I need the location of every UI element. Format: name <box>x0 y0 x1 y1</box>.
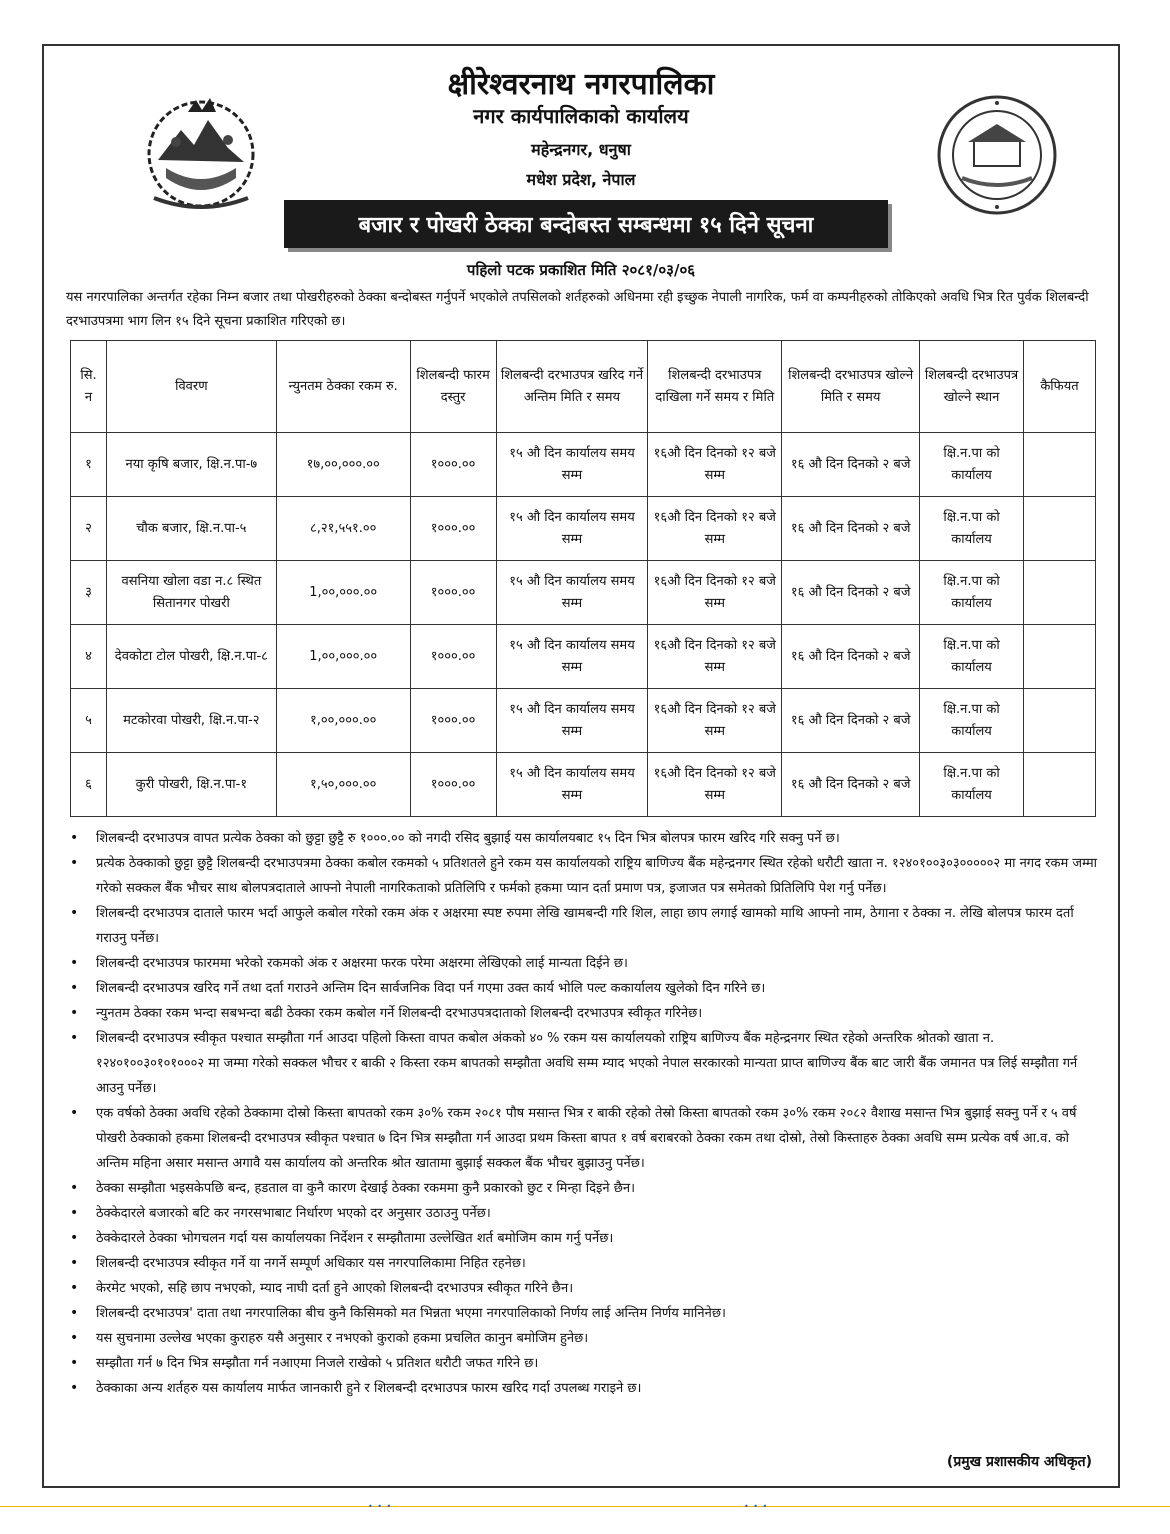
page-break-marker-icon: • • • <box>744 1502 769 1511</box>
table-cell: १,५०,०००.०० <box>276 753 410 817</box>
table-cell: १६ औ दिन दिनको २ बजे <box>782 689 920 753</box>
table-cell: १०००.०० <box>410 753 496 817</box>
table-cell: १५ औ दिन कार्यालय समय सम्म <box>496 433 648 497</box>
table-row <box>71 497 1096 561</box>
column-header: कैफियत <box>1023 341 1095 433</box>
condition-item: • ठेक्का सम्झौता भइसकेपछि बन्द, हडताल वा कुनै कारण देखाई ठेक्का रकममा कुनै प्रकारको छुट र मिन्हा दिइने छैन। <box>68 1176 1100 1201</box>
condition-item: • शिलबन्दी दरभाउपत्र दाताले फारम भर्दा आफुले कबोल गरेको रकम अंक र अक्षरमा स्पष्ट रुपमा लेखि खामबन्दी गरि शिल, लाहा छाप लगाई खामको माथि आफ्नो नाम, ठेगाना र ठेक्का न. लेखि बोलपत्र फारम दर्ता गराउनु पर्नेछ। <box>68 901 1100 951</box>
table-cell: १५ औ दिन कार्यालय समय सम्म <box>496 753 648 817</box>
table-cell: १ <box>71 433 107 497</box>
table-cell: १६ औ दिन दिनको २ बजे <box>782 753 920 817</box>
table-cell: क्षि.न.पा को कार्यालय <box>920 497 1024 561</box>
table-cell: क्षि.न.पा को कार्यालय <box>920 625 1024 689</box>
table-cell: १६औ दिन दिनको १२ बजे सम्म <box>648 753 782 817</box>
table-cell: ५ <box>71 689 107 753</box>
table-row <box>71 689 1096 753</box>
table-cell: कुरी पोखरी, क्षि.न.पा-१ <box>106 753 276 817</box>
table-cell: १५ औ दिन कार्यालय समय सम्म <box>496 497 648 561</box>
column-header: शिलबन्दी दरभाउपत्र दाखिला गर्ने समय र मिति <box>648 341 782 433</box>
table-cell: क्षि.न.पा को कार्यालय <box>920 689 1024 753</box>
office-address: महेन्द्रनगर, धनुषा <box>531 140 631 159</box>
table-cell: १०००.०० <box>410 497 496 561</box>
table-cell: चौक बजार, क्षि.न.पा-५ <box>106 497 276 561</box>
table-row <box>71 625 1096 689</box>
table-cell: १५ औ दिन कार्यालय समय सम्म <box>496 689 648 753</box>
table-cell: १५ औ दिन कार्यालय समय सम्म <box>496 625 648 689</box>
table-cell: क्षि.न.पा को कार्यालय <box>920 561 1024 625</box>
table-cell: १७,००,०००.०० <box>276 433 410 497</box>
column-header: शिलबन्दी फारम दस्तुर <box>410 341 496 433</box>
table-cell: १६औ दिन दिनको १२ बजे सम्म <box>648 689 782 753</box>
table-cell <box>1023 561 1095 625</box>
table-row <box>71 433 1096 497</box>
table-cell: १६औ दिन दिनको १२ बजे सम्म <box>648 497 782 561</box>
table-cell: १६औ दिन दिनको १२ बजे सम्म <box>648 561 782 625</box>
table-cell: २ <box>71 497 107 561</box>
table-cell: ४ <box>71 625 107 689</box>
signatory-title: (प्रमुख प्रशासकीय अधिकृत) <box>946 1454 1092 1470</box>
table-cell: १०००.०० <box>410 625 496 689</box>
intro-paragraph: यस नगरपालिका अन्तर्गत रहेका निम्न बजार तथा पोखरीहरुको ठेक्का बन्दोबस्त गर्नुपर्ने भएकोले तपसिलको शर्तहरुको अधिनमा रही इच्छुक नेपाली नागरिक, फर्म वा कम्पनीहरुको तोकिएको अवधि भित्र रित पुर्वक शिलबन्दी दरभाउपत्रमा भाग लिन १५ दिने सूचना प्रकाशित गरिएको छ। <box>66 290 1089 329</box>
condition-item: • यस सुचनामा उल्लेख भएका कुराहरु यसै अनुसार र नभएको कुराको हकमा प्रचलित कानुन बमोजिम हुनेछ। <box>68 1326 1100 1351</box>
table-cell: मटकोरवा पोखरी, क्षि.न.पा-२ <box>106 689 276 753</box>
table-row <box>71 561 1096 625</box>
table-cell <box>1023 497 1095 561</box>
condition-item: • ठेक्काका अन्य शर्तहरु यस कार्यालय मार्फत जानकारी हुने र शिलबन्दी दरभाउपत्र फारम खरिद गर्दा उपलब्ध गराइने छ। <box>68 1376 1100 1401</box>
column-header: सि. न <box>71 341 107 433</box>
condition-item: • प्रत्येक ठेक्काको छुट्टा छुट्टै शिलबन्दी दरभाउपत्रमा ठेक्का कबोल रकमको ५ प्रतिशतले हुने रकम यस कार्यालयको राष्ट्रिय बाणिज्य बैंक महेन्द्रनगर स्थित रहेको धरौटी खाता न. १२४०१००३०३०००००२ मा नगद रकम जम्मा गरेको सक्कल बैंक भौचर साथ बोलपत्रदाताले आफ्नो नेपाली नागरिकताको प्रतिलिपि र फर्मको हकमा प्यान दर्ता प्रमाण पत्र, इजाजत पत्र समेतको प्रितिलिपि पेश गर्नु पर्नेछ। <box>68 851 1100 901</box>
table-row <box>71 753 1096 817</box>
column-header: विवरण <box>106 341 276 433</box>
table-cell: ३ <box>71 561 107 625</box>
table-cell <box>1023 753 1095 817</box>
condition-item: • केरमेट भएको, सहि छाप नभएको, म्याद नाघी दर्ता हुने आएको शिलबन्दी दरभाउपत्र स्वीकृत गरिने छैन। <box>68 1276 1100 1301</box>
column-header: शिलबन्दी दरभाउपत्र खोल्ने मिति र समय <box>782 341 920 433</box>
table-cell: 1,००,०००.०० <box>276 561 410 625</box>
table-cell <box>1023 625 1095 689</box>
office-name: नगर कार्यपालिकाको कार्यालय <box>473 104 689 128</box>
column-header: शिलबन्दी दरभाउपत्र खोल्ने स्थान <box>920 341 1024 433</box>
table-cell: १६ औ दिन दिनको २ बजे <box>782 625 920 689</box>
condition-item: • शिलबन्दी दरभाउपत्र स्वीकृत गर्ने या नगर्ने सम्पूर्ण अधिकार यस नगरपालिकामा निहित रहनेछ। <box>68 1251 1100 1276</box>
table-cell: १,००,०००.०० <box>276 689 410 753</box>
table-cell: १०००.०० <box>410 433 496 497</box>
table-cell: १६ औ दिन दिनको २ बजे <box>782 497 920 561</box>
table-cell: १०००.०० <box>410 561 496 625</box>
condition-item: • सम्झौता गर्न ७ दिन भित्र सम्झौता गर्न नआएमा निजले राखेको ५ प्रतिशत धरौटी जफत गरिने छ। <box>68 1351 1100 1376</box>
contract-table <box>70 340 1096 817</box>
column-header: न्युनतम ठेक्का रकम रु. <box>276 341 410 433</box>
page-bottom-divider <box>0 1506 1170 1507</box>
column-header: शिलबन्दी दरभाउपत्र खरिद गर्ने अन्तिम मिति र समय <box>496 341 648 433</box>
office-province: मधेश प्रदेश, नेपाल <box>526 170 636 189</box>
condition-item: • शिलबन्दी दरभाउपत्र वापत प्रत्येक ठेक्का को छुट्टा छुट्टै रु १०००.०० को नगदी रसिद बुझाई यस कार्यालयबाट १५ दिन भित्र बोलपत्र फारम खरिद गरि सक्नु पर्ने छ। <box>68 826 1100 851</box>
table-cell: १५ औ दिन कार्यालय समय सम्म <box>496 561 648 625</box>
notice-frame <box>42 44 1120 1488</box>
table-cell: 1,००,०००.०० <box>276 625 410 689</box>
table-cell: क्षि.न.पा को कार्यालय <box>920 433 1024 497</box>
table-cell: वसनिया खोला वडा न.८ स्थित सितानगर पोखरी <box>106 561 276 625</box>
condition-item: • ठेक्केदारले ठेक्का भोगचलन गर्दा यस कार्यालयका निर्देशन र सम्झौतामा उल्लेखित शर्त बमोजिम काम गर्नु पर्नेछ। <box>68 1226 1100 1251</box>
table-cell: ६ <box>71 753 107 817</box>
notice-title-banner: बजार र पोखरी ठेक्का बन्दोबस्त सम्बन्धमा १५ दिने सूचना <box>284 200 888 248</box>
table-cell: क्षि.न.पा को कार्यालय <box>920 753 1024 817</box>
table-cell: १६औ दिन दिनको १२ बजे सम्म <box>648 625 782 689</box>
table-cell: १६ औ दिन दिनको २ बजे <box>782 561 920 625</box>
condition-item: • शिलबन्दी दरभाउपत्र स्वीकृत पश्चात सम्झौता गर्न आउदा पहिलो किस्ता वापत कबोल अंकको ४० % रकम यस कार्यालयको राष्ट्रिय बाणिज्य बैंक महेन्द्रनगर स्थित रहेको अन्तरिक श्रोतको खाता न. १२४०१००३०१०१०००२ मा जम्मा गरेको सक्कल भौचर र बाकी २ किस्ता रकम बापतको सम्झौता अवधि सम्म म्याद भएको नेपाल सरकारको मान्यता प्राप्त बाणिज्य बैंक बाट जारी बैंक जमानत पत्र लिई सम्झौता गर्न आउनु पर्नेछ। <box>68 1026 1100 1101</box>
table-cell: १०००.०० <box>410 689 496 753</box>
table-cell: देवकोटा टोल पोखरी, क्षि.न.पा-८ <box>106 625 276 689</box>
condition-item: • शिलबन्दी दरभाउपत्र खरिद गर्ने तथा दर्ता गराउने अन्तिम दिन सार्वजनिक विदा पर्न गएमा उक्त कार्य भोलि पल्ट ककार्यालय खुलेको दिन गरिने छ। <box>68 976 1100 1001</box>
condition-item: • शिलबन्दी दरभाउपत्र' दाता तथा नगरपालिका बीच कुनै किसिमको मत भिन्नता भएमा नगरपालिकाको निर्णय लाई अन्तिम निर्णय मानिनेछ। <box>68 1301 1100 1326</box>
table-header-row <box>71 341 1096 433</box>
condition-item: • ठेक्केदारले बजारको बटि कर नगरसभाबाट निर्धारण भएको दर अनुसार उठाउनु पर्नेछ। <box>68 1201 1100 1226</box>
publish-date: पहिलो पटक प्रकाशित मिति २०८१/०३/०६ <box>466 261 696 279</box>
table-cell: १६औ दिन दिनको १२ बजे सम्म <box>648 433 782 497</box>
table-cell <box>1023 689 1095 753</box>
condition-item: • शिलबन्दी दरभाउपत्र फारममा भरेको रकमको अंक र अक्षरमा फरक परेमा अक्षरमा लेखिएको लाई मान्यता दिईने छ। <box>68 951 1100 976</box>
condition-item: • न्युनतम ठेक्का रकम भन्दा सबभन्दा बढी ठेक्का रकम कबोल गर्ने शिलबन्दी दरभाउपत्रदाताको शिलबन्दी दरभाउपत्र स्वीकृत गरिनेछ। <box>68 1001 1100 1026</box>
page-break-marker-icon: • • • <box>368 1502 393 1511</box>
table-cell: नया कृषि बजार, क्षि.न.पा-७ <box>106 433 276 497</box>
condition-item: • एक वर्षको ठेक्का अवधि रहेको ठेक्कामा दोस्रो किस्ता बापतको रकम ३०% रकम २०८१ पौष मसान्त भित्र र बाकी रहेको तेस्रो किस्ता बापतको रकम ३०% रकम २०८२ वैशाख मसान्त भित्र बुझाई सक्नु पर्ने र ५ वर्ष पोखरी ठेक्काको हकमा शिलबन्दी दरभाउपत्र स्वीकृत पश्चात ७ दिन भित्र सम्झौता गर्न आउदा प्रथम किस्ता बापत १ वर्ष बराबरको ठेक्का रकम तथा दोस्रो, तेस्रो किस्ताहरु ठेक्का अवधि सम्म प्रत्येक वर्ष आ.व. को अन्तिम महिना असार मसान्त अगावै यस कार्यालय को अन्तरिक श्रोत खातामा बुझाई सक्कल बैंक भौचर बुझाउनु पर्नेछ। <box>68 1101 1100 1176</box>
table-cell <box>1023 433 1095 497</box>
table-cell: ८,२१,५५१.०० <box>276 497 410 561</box>
table-cell: १६ औ दिन दिनको २ बजे <box>782 433 920 497</box>
municipality-name: क्षीरेश्वरनाथ नगरपालिका <box>447 67 715 102</box>
conditions-list <box>68 826 1100 1401</box>
